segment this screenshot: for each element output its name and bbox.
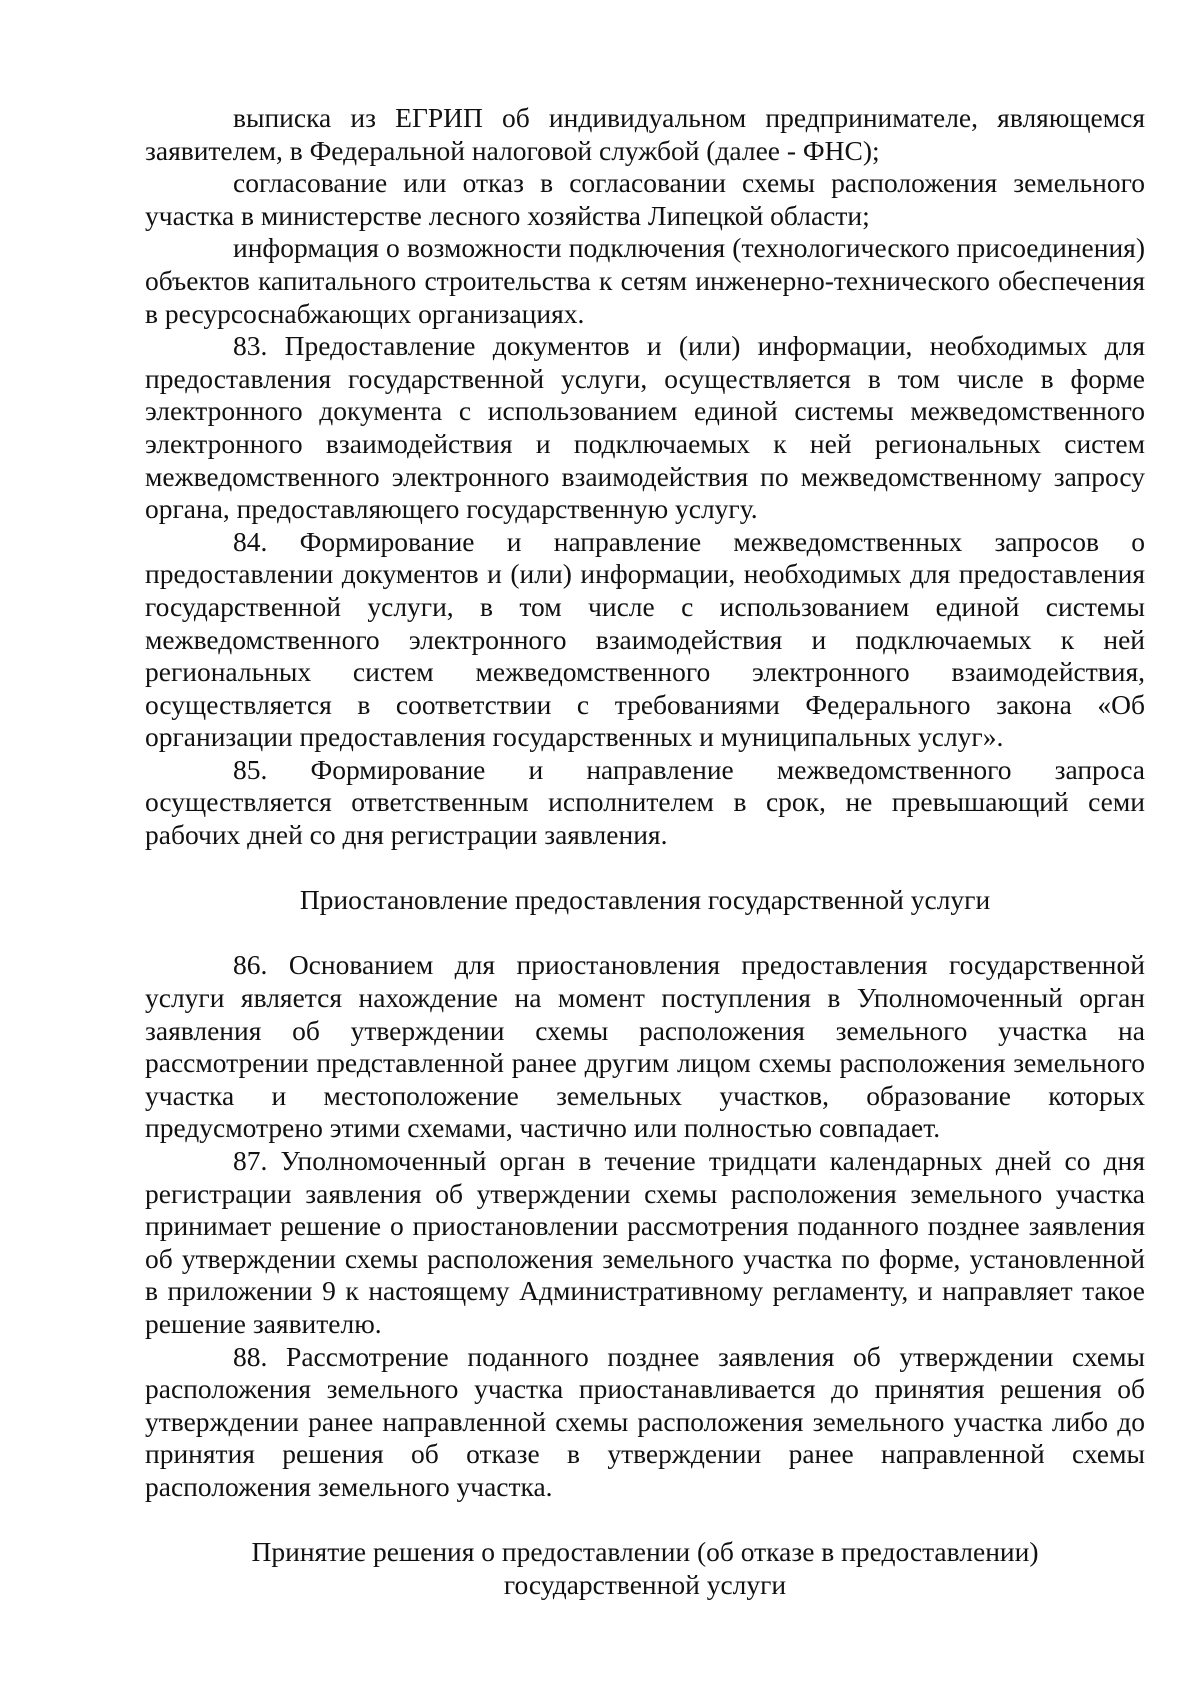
section-heading-suspension: Приостановление предоставления государственной услуги [299,884,991,916]
section-heading-decision-line-2: государственной услуги [503,1568,787,1600]
paragraph-83: 83. Предоставление документов и (или) информации, необходимых для предоставления государственной услуги, осуществляется в том числе в форме электронного документа с использованием единой системы межведомственного электронного взаимодействия и подключаемых к ней региональных систем межведомственного электронного взаимодействия по межведомственному запросу органа, предоставляющего государственную услугу. [145,330,1145,525]
paragraph-86: 86. Основанием для приостановления предоставления государственной услуги является нахождение на момент поступления в Уполномоченный орган заявления об утверждении схемы расположения земельного участка на рассмотрении представленной ранее другим лицом схемы расположения земельного участка и местоположение земельных участков, образование которых предусмотрено этими схемами, частично или полностью совпадает. [145,949,1145,1144]
document-page [145,102,1145,1601]
paragraph-87: 87. Уполномоченный орган в течение тридцати календарных дней со дня регистрации заявления об утверждении схемы расположения земельного участка принимает решение о приостановлении рассмотрения поданного позднее заявления об утверждении схемы расположения земельного участка по форме, установленной в приложении 9 к настоящему Административному регламенту, и направляет такое решение заявителю. [145,1145,1145,1339]
paragraph-84: 84. Формирование и направление межведомственных запросов о предоставлении документов и (или) информации, необходимых для предоставления государственной услуги, в том числе с использованием единой системы межведомственного электронного взаимодействия и подключаемых к ней региональных систем межведомственного электронного взаимодействия, осуществляется в соответствии с требованиями Федерального закона «Об организации предоставления государственных и муниципальных услуг». [145,525,1145,753]
paragraph-88: 88. Рассмотрение поданного позднее заявления об утверждении схемы расположения земельного участка приостанавливается до принятия решения об утверждении ранее направленной схемы расположения земельного участка либо до принятия решения об отказе в утверждении ранее направленной схемы расположения земельного участка. [145,1340,1145,1502]
paragraph-connection-info: информация о возможности подключения (технологического присоединения) объектов капитального строительства к сетям инженерно-технического обеспечения в ресурсоснабжающих организациях. [145,232,1145,329]
section-heading-decision [145,1536,1145,1601]
paragraph-85: 85. Формирование и направление межведомственного запроса осуществляется ответственным исполнителем в срок, не превышающий семи рабочих дней со дня регистрации заявления. [145,753,1145,851]
section-heading-decision-line-1: Принятие решения о предоставлении (об отказе в предоставлении) [251,1536,1039,1568]
paragraph-egrip-extract: выписка из ЕГРИП об индивидуальном предпринимателе, являющемся заявителем, в Федеральной налоговой службой (далее - ФНС); [145,102,1145,166]
paragraph-forestry-approval: согласование или отказ в согласовании схемы расположения земельного участка в министерстве лесного хозяйства Липецкой области; [145,167,1145,231]
